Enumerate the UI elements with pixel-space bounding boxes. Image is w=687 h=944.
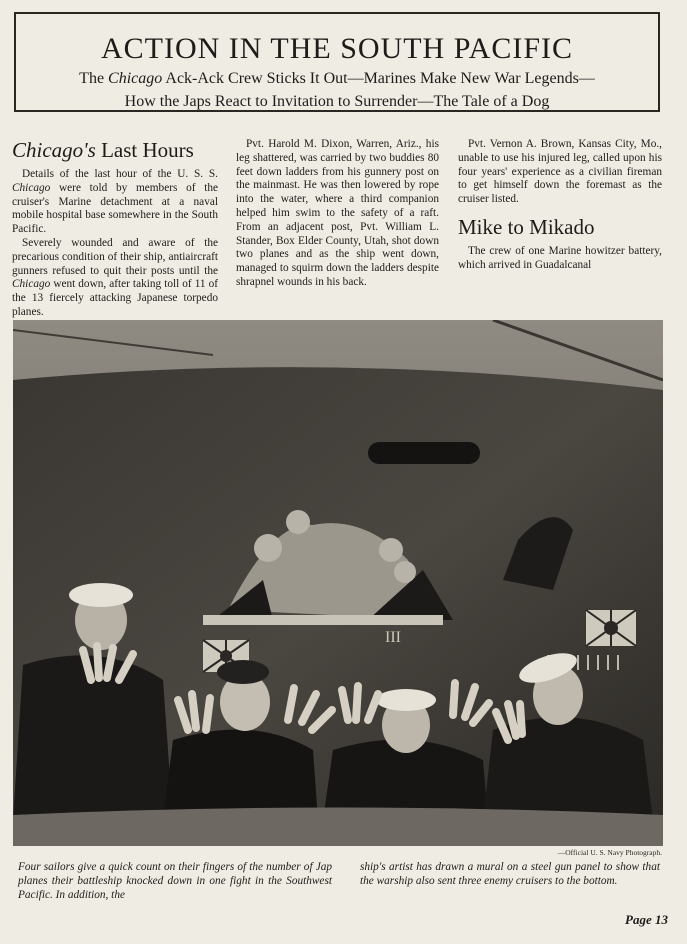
title-rest: Last Hours <box>95 138 194 162</box>
article1-paragraph-1 <box>12 168 218 237</box>
subhead-text: Ack-Ack Crew Sticks It Out—Marines Make New War Legends— <box>162 70 595 87</box>
photo-illustration <box>13 320 663 846</box>
column-2 <box>236 138 439 290</box>
photo-caption-right: ship's artist has drawn a mural on a steel gun panel to show that the warship also sent three enemy cruisers to the bottom. <box>360 861 660 887</box>
photo-caption-left: Four sailors give a quick count on their fingers of the number of Jap planes their battleship knocked down in one fight in the Southwest Pacific. In addition, the <box>18 861 332 901</box>
subhead-line-1 <box>16 68 658 89</box>
subhead-ship-name: Chicago <box>108 70 163 87</box>
svg-text:III: III <box>385 629 401 646</box>
text: were told by members of the cruiser's Marine detachment at a naval mobile hospital base somewhere in the South Pacific. <box>12 181 218 236</box>
title-italic: Chicago's <box>12 138 96 162</box>
article2-paragraph-1: The crew of one Marine howitzer battery, which arrived in Guadalcanal <box>458 244 662 271</box>
navy-photograph <box>13 320 663 846</box>
article1-paragraph-3 <box>236 138 439 290</box>
ship-name: Chicago <box>12 278 51 291</box>
photo-credit: —Official U. S. Navy Photograph. <box>557 848 662 857</box>
column-3 <box>458 138 662 273</box>
text: Severely wounded and aware of the precarious condition of their ship, antiaircraft gunners refused to quit their posts until the <box>12 236 218 277</box>
header-box <box>14 12 660 112</box>
article-title-mike-to-mikado: Mike to Mikado <box>458 214 595 239</box>
article1-paragraph-2 <box>12 237 218 320</box>
subhead-text: The <box>79 70 109 87</box>
column-1 <box>12 138 218 320</box>
ship-name: Chicago <box>12 181 51 194</box>
text: Pvt. Harold M. Dixon, Warren, Ariz., his leg shattered, was carried by two buddies 80 feet down ladders from his gunnery post on the mainmast. He was then lowered by rope into the water, where a third companion helped him swim to the safety of a raft. <box>236 138 439 219</box>
headline: ACTION IN THE SOUTH PACIFIC <box>100 32 574 65</box>
article-title-chicago <box>12 138 218 162</box>
article1-paragraph-4: Pvt. Vernon A. Brown, Kansas City, Mo., unable to use his injured leg, called upon his four years' experience as a civilian fireman to get himself down the foremast as the cruiser listed. <box>458 138 662 206</box>
subhead-line-2: How the Japs React to Invitation to Surrender—The Tale of a Dog <box>124 93 550 110</box>
text: Details of the last hour of the U. S. S. <box>22 168 218 180</box>
text: went down, after taking toll of 11 of the 13 fiercely attacking Japanese torpedo planes. <box>12 278 218 318</box>
page-number: Page 13 <box>625 912 668 927</box>
text: From an adjacent post, Pvt. William L. Stander, Box Elder County, Utah, shot down two planes and as the ship went down, managed to squirm down the ladders despite shrapnel wounds in his back. <box>236 220 439 288</box>
